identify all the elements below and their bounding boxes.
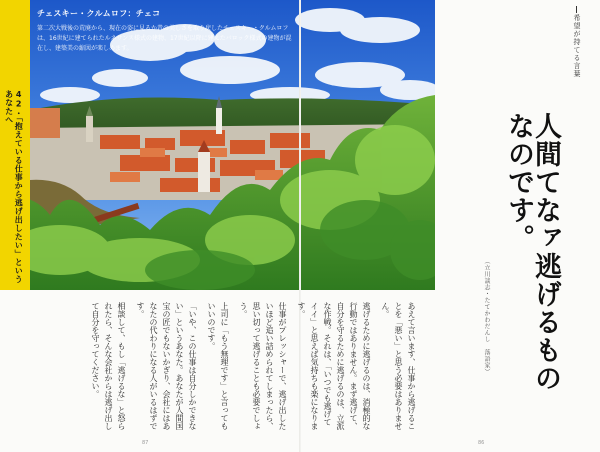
page-number-left: 87	[142, 440, 149, 446]
running-head: 希望が持てる言葉	[573, 14, 581, 78]
chapter-title: 42・「抱えている仕事から逃げ出したい」というあなたへ	[4, 90, 24, 284]
body-paragraph: 逃げるために逃げるのは、消極的な行動ではありません。まず逃げて、自分を守るために逃げるのは、立派な作戦。それは、「いつでも逃げてイイ」と思えば気持ちも楽になります。	[297, 302, 371, 430]
quote-author: （立川談志・たてかわだんし 落語家）	[483, 258, 490, 375]
body-paragraph: 「いや、この仕事は自分しかできない」というあなた。あなたが人間国宝の匠でもないかぎり、会社にはあなたの代わりになる人がいるはずです。	[136, 302, 197, 430]
caption-title: チェスキー・クルムロフ：チェコ	[37, 9, 161, 18]
body-text	[91, 302, 418, 432]
body-paragraph: 上司に「もう無理です」と言ってもいいのです。	[207, 302, 229, 430]
quote-headline: 人間てなァ逃げるものなのです。	[503, 112, 561, 392]
photo-caption	[37, 8, 292, 54]
chapter-band	[0, 0, 30, 290]
caption-body: 第二次大戦後の荒廃から、現在の姿に見るか昔の美しさを取り戻したチェスキー・クルムロフは、16世紀に建てられたルネサンス様式の建物、17世紀以降に建えたバロック様式の建物が混在し、建築美の縮図が楽しめます。	[37, 25, 292, 52]
body-paragraph: 相談して、もし「逃げるな」と怒られたら、そんな会社からは逃げ出して自分を守ってください。	[91, 302, 126, 430]
body-paragraph: 仕事がプレッシャーで、逃げ出したいほど追い詰められてしまったら、思い切って逃げることも必要でしょう。	[239, 302, 287, 430]
body-paragraph: あえて言います、仕事から逃げることを「悪い」と思う必要はありません。	[381, 302, 416, 430]
page-number-right: 86	[478, 440, 485, 446]
running-head-rule	[576, 6, 577, 13]
